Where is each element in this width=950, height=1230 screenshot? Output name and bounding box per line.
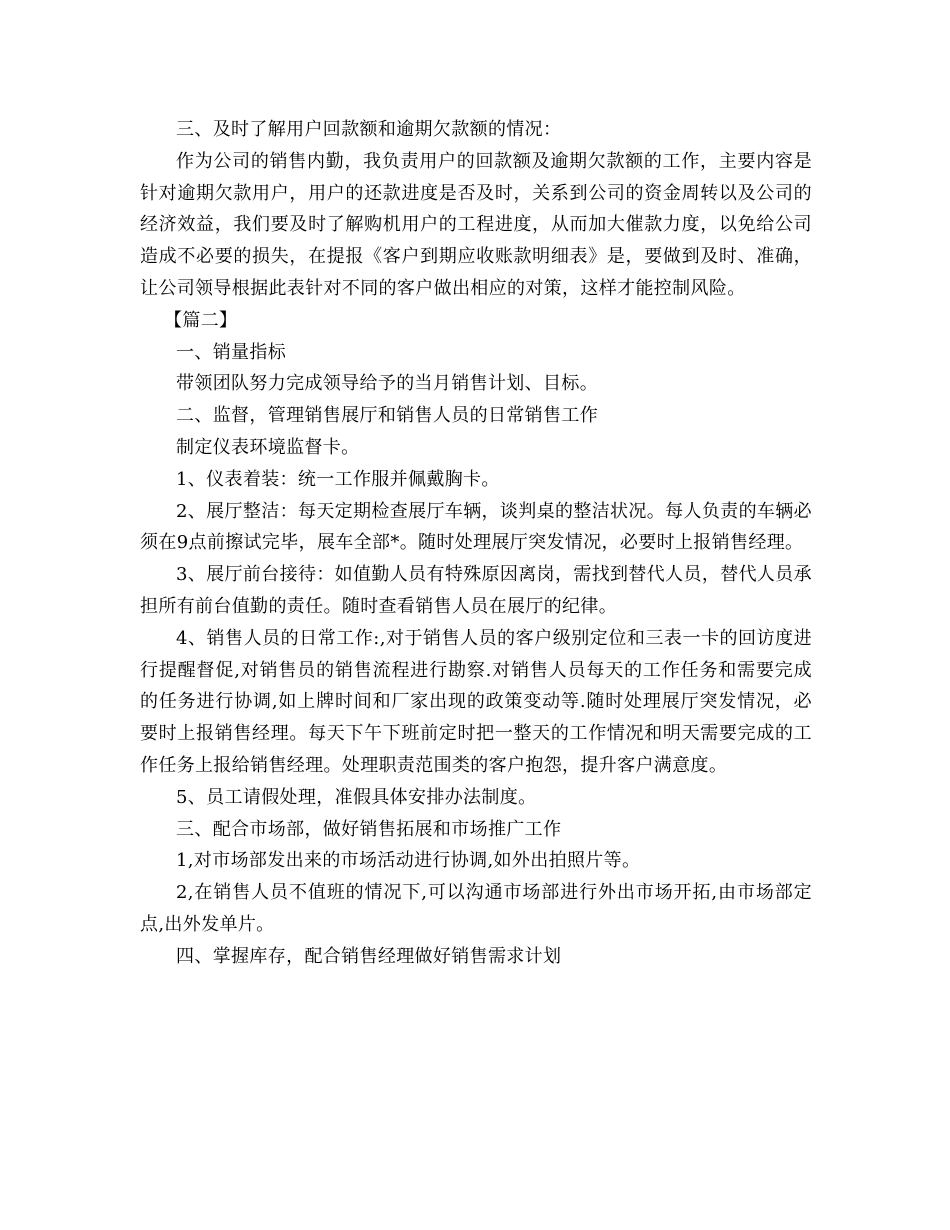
paragraph-sales-target: 带领团队努力完成领导给予的当月销售计划、目标。 — [176, 373, 599, 395]
part-heading-two: 【篇二】 — [164, 309, 238, 331]
section-heading-collections: 三、及时了解用户回款额和逾期欠款额的情况： — [176, 119, 562, 140]
section-heading-marketing: 三、配合市场部，做好销售拓展和市场推广工作 — [176, 818, 562, 840]
section-heading-inventory: 四、掌握库存，配合销售经理做好销售需求计划 — [176, 945, 562, 967]
section-heading-supervision: 二、监督，管理销售展厅和销售人员的日常销售工作 — [176, 405, 599, 427]
section-heading-sales-target: 一、销量指标 — [176, 341, 287, 363]
document-body — [140, 114, 812, 973]
paragraph-collections-detail: 作为公司的销售内勤，我负责用户的回款额及逾期欠款额的工作，主要内容是针对逾期欠款用户，用户的还款进度是否及时，关系到公司的资金周转以及公司的经济效益，我们要及时了解购机用户的工程进度，从而加大催款力度，以免给公司造成不必要的损失，在提报《客户到期应收账款明细表》是，要做到及时、准确，让公司领导根据此表针对不同的客户做出相应的对策，这样才能控制风险。 — [140, 150, 812, 299]
list-item-marketing-coordination: 1,对市场部发出来的市场活动进行协调,如外出拍照片等。 — [176, 850, 641, 872]
list-item-dress-code: 1、仪表着装：统一工作服并佩戴胸卡。 — [176, 468, 500, 490]
list-item-showroom-cleanliness: 2、展厅整洁：每天定期检查展厅车辆，谈判桌的整洁状况。每人负责的车辆必须在9点前擦试完毕，展车全部*。随时处理展厅突发情况，必要时上报销售经理。 — [140, 500, 812, 554]
list-item-daily-work: 4、销售人员的日常工作:,对于销售人员的客户级别定位和三表一卡的回访度进行提醒督促,对销售员的销售流程进行勘察.对销售人员每天的工作任务和需要完成的任务进行协调,如上牌时间和厂家出现的政策变动等.随时处理展厅突发情况，必要时上报销售经理。每天下午下班前定时把一整天的工作情况和明天需要完成的工作任务上报给销售经理。处理职责范围类的客户抱怨，提升客户满意度。 — [140, 627, 812, 776]
list-item-market-expansion: 2,在销售人员不值班的情况下,可以沟通市场部进行外出市场开拓,由市场部定点,出外发单片。 — [140, 882, 812, 935]
list-item-leave-handling: 5、员工请假处理，准假具体安排办法制度。 — [176, 786, 537, 808]
paragraph-supervision-card: 制定仪表环境监督卡。 — [176, 436, 360, 458]
list-item-front-desk: 3、展厅前台接待：如值勤人员有特殊原因离岗，需找到替代人员，替代人员承担所有前台值勤的责任。随时查看销售人员在展厅的纪律。 — [140, 564, 812, 617]
